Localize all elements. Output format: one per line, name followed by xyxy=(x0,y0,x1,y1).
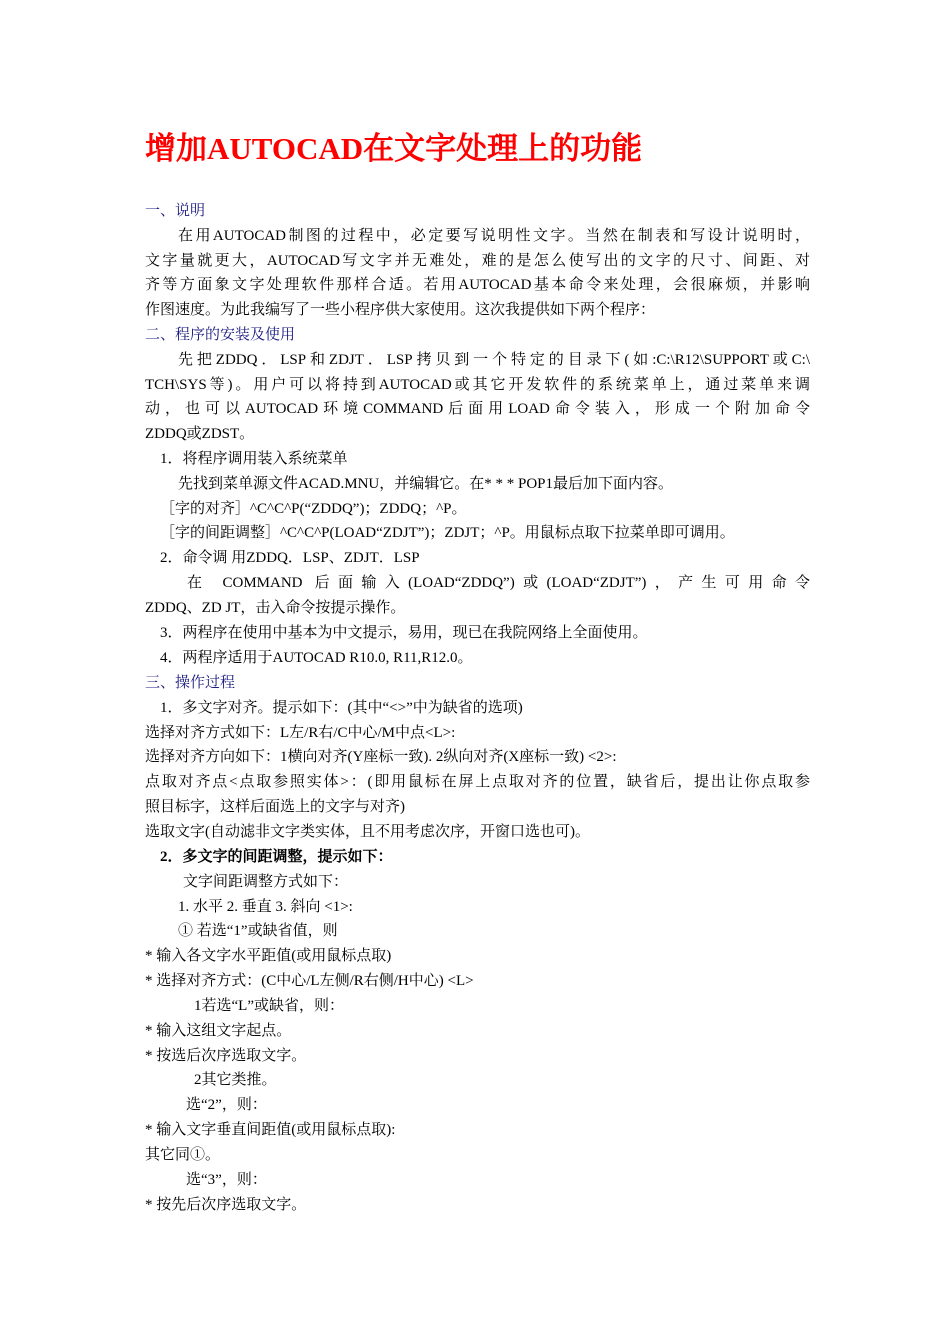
prompt-line: * 输入各文字水平距值(或用鼠标点取) xyxy=(145,948,392,964)
prompt-line: 点取对齐点<点取参照实体>：(即用鼠标在屏上点取对齐的位置，缺省后，提出让你点取参 xyxy=(145,774,810,790)
list-item-line: 在 COMMAND 后面输入(LOAD“ZDDQ”)或(LOAD“ZDJT”)，产生可用命令 xyxy=(187,575,810,591)
prompt-line: 文字间距调整方式如下： xyxy=(183,874,349,890)
prompt-line: 选择对齐方向如下：1横向对齐(Y座标一致). 2纵向对齐(X座标一致) <2>: xyxy=(145,749,617,765)
prompt-line: * 输入文字垂直间距值(或用鼠标点取): xyxy=(145,1122,396,1138)
prompt-line: 照目标字，这样后面选上的文字与对齐) xyxy=(145,799,405,815)
prompt-line: * 选择对齐方式：(C中心/L左侧/R右侧/H中心) <L> xyxy=(145,973,474,989)
paragraph-line: 在用AUTOCAD制图的过程中，必定要写说明性文字。当然在制表和写设计说明时， xyxy=(178,228,810,244)
prompt-line: * 输入这组文字起点。 xyxy=(145,1023,292,1039)
menu-code-line: ［字的对齐］^C^C^P(“ZDDQ”)；ZDDQ；^P。 xyxy=(160,501,467,517)
menu-code-line: ［字的间距调整］^C^C^P(LOAD“ZDJT”)；ZDJT；^P。用鼠标点取下拉菜单即可调用。 xyxy=(160,525,735,541)
paragraph-line: 先把ZDDQ．LSP和ZDJT．LSP拷贝到一个特定的目录下(如:C:\R12\SUPPORT或C:\ xyxy=(178,352,810,368)
prompt-line: 选“2”，则： xyxy=(186,1097,267,1113)
section-heading-operation: 三、操作过程 xyxy=(145,675,236,691)
list-item-title: 1．将程序调用装入系统菜单 xyxy=(160,451,348,467)
prompt-line: 其它同①。 xyxy=(145,1147,221,1163)
prompt-line: 选“3”，则： xyxy=(186,1172,267,1188)
paragraph-line: 作图速度。为此我编写了一些小程序供大家使用。这次我提供如下两个程序： xyxy=(145,302,656,318)
prompt-line: 2其它类推。 xyxy=(194,1072,277,1088)
list-item-title: 1．多文字对齐。提示如下：(其中“<>”中为缺省的选项) xyxy=(160,700,523,716)
section-heading-description: 一、说明 xyxy=(145,203,206,219)
section-heading-installation: 二、程序的安装及使用 xyxy=(145,327,296,343)
list-item-title: 4．两程序适用于AUTOCAD R10.0, R11,R12.0。 xyxy=(160,650,473,666)
list-item-title: 3．两程序在使用中基本为中文提示，易用，现已在我院网络上全面使用。 xyxy=(160,625,648,641)
prompt-line: * 按先后次序选取文字。 xyxy=(145,1197,307,1213)
prompt-line: * 按选后次序选取文字。 xyxy=(145,1048,307,1064)
paragraph-line: ZDDQ或ZDST。 xyxy=(145,426,255,442)
prompt-line: 1. 水平 2. 垂直 3. 斜向 <1>: xyxy=(178,899,353,915)
paragraph-line: 齐等方面象文字处理软件那样合适。若用AUTOCAD基本命令来处理，会很麻烦，并影响 xyxy=(145,277,810,293)
prompt-line: ① 若选“1”或缺省值，则 xyxy=(178,923,338,939)
document-title: 增加AUTOCAD在文字处理上的功能 xyxy=(145,131,643,166)
paragraph-line: 文字量就更大，AUTOCAD写文字并无难处，难的是怎么使写出的文字的尺寸、间距、对 xyxy=(145,253,810,269)
list-item-line: ZDDQ、ZD JT，击入命令按提示操作。 xyxy=(145,600,406,616)
list-item-title-bold: 2．多文字的间距调整，提示如下： xyxy=(160,849,393,865)
prompt-line: 选取文字(自动滤非文字类实体，且不用考虑次序，开窗口选也可)。 xyxy=(145,824,590,840)
list-item-line: 先找到菜单源文件ACAD.MNU，并编辑它。在* * * POP1最后加下面内容。 xyxy=(178,476,674,492)
paragraph-line: 动，也可以AUTOCAD环境COMMAND后面用LOAD命令装入，形成一个附加命令 xyxy=(145,401,810,417)
prompt-line: 选择对齐方式如下：L左/R右/C中心/M中点<L>: xyxy=(145,725,456,741)
list-item-title: 2．命令调 用ZDDQ．LSP、ZDJT．LSP xyxy=(160,550,420,566)
prompt-line: 1若选“L”或缺省，则： xyxy=(194,998,344,1014)
paragraph-line: TCH\SYS等)。用户可以将持到AUTOCAD或其它开发软件的系统菜单上，通过菜单来调 xyxy=(145,377,810,393)
